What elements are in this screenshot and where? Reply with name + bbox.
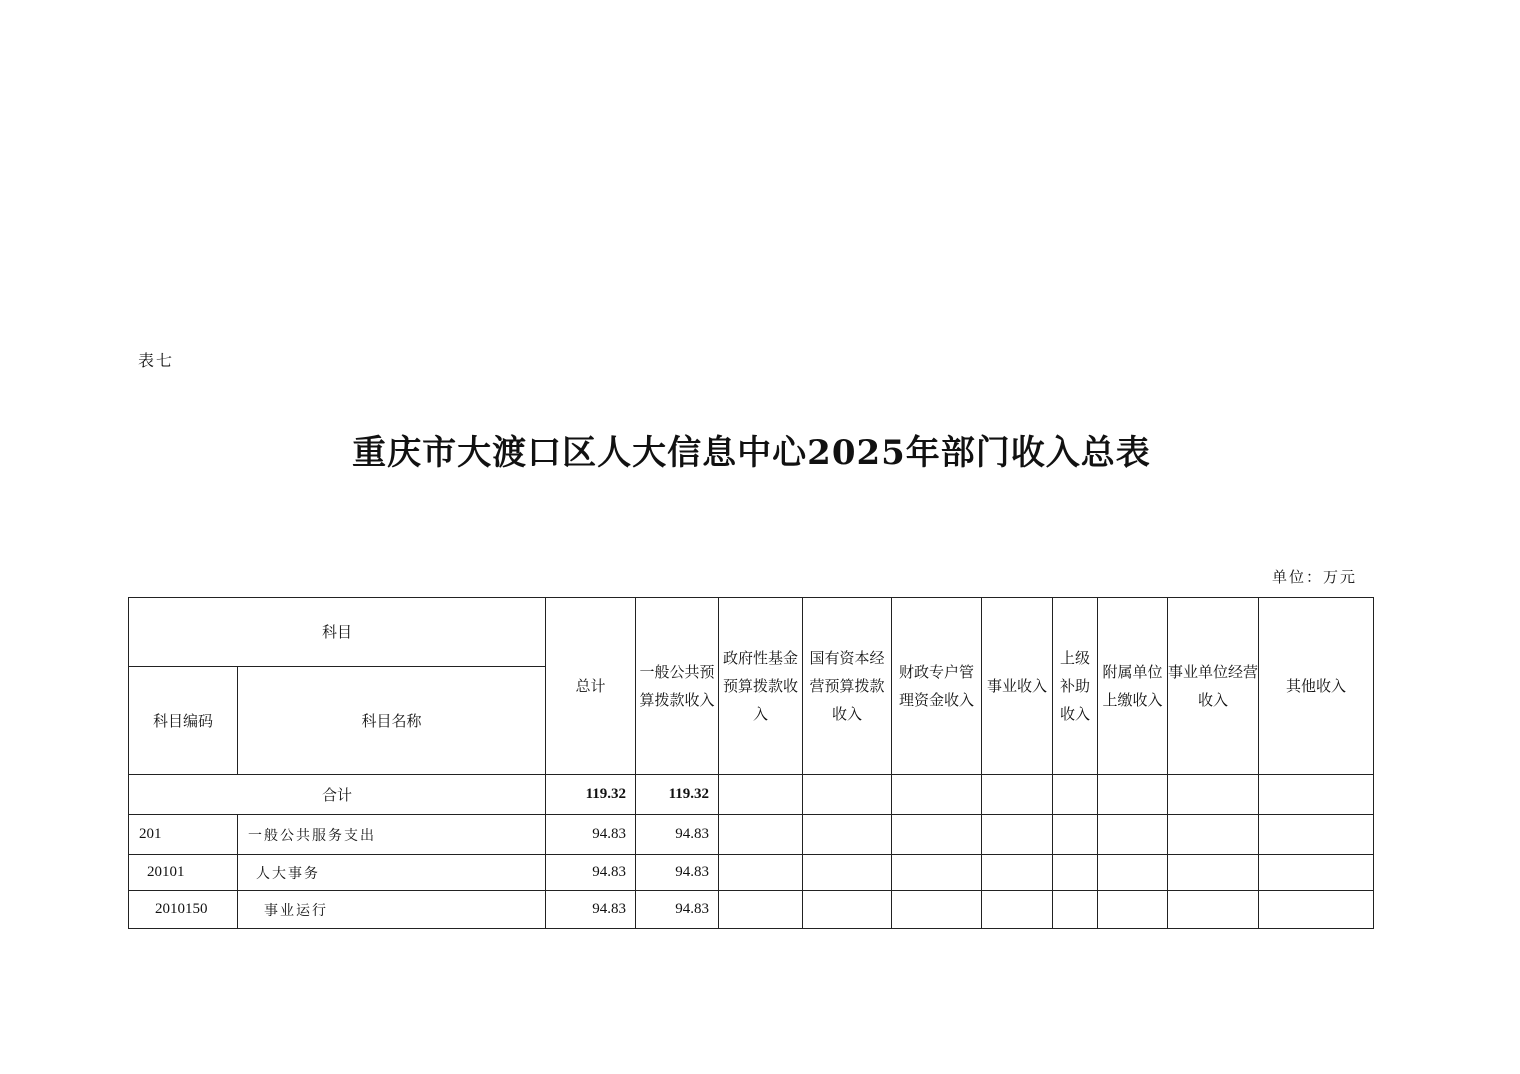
header-total: 总计	[546, 598, 636, 775]
empty-cell	[1053, 815, 1098, 855]
empty-cell	[982, 855, 1053, 891]
total-row	[129, 775, 1374, 815]
empty-cell	[1098, 891, 1168, 929]
table-row	[129, 891, 1374, 929]
empty-cell	[719, 815, 803, 855]
empty-cell	[803, 775, 892, 815]
header-other: 其他收入	[1259, 598, 1374, 775]
general-budget-cell: 94.83	[636, 815, 719, 855]
empty-cell	[892, 775, 982, 815]
page-title: 重庆市大渡口区人大信息中心2025年部门收入总表	[352, 433, 1151, 473]
empty-cell	[1098, 815, 1168, 855]
general-budget-cell: 94.83	[636, 891, 719, 929]
header-superior-subsidy: 上级补助收入	[1053, 598, 1098, 775]
header-business-income: 事业收入	[982, 598, 1053, 775]
subject-code: 20101	[129, 855, 238, 891]
empty-cell	[803, 815, 892, 855]
subject-code: 201	[129, 815, 238, 855]
empty-cell	[1259, 891, 1374, 929]
empty-cell	[892, 815, 982, 855]
empty-cell	[1098, 855, 1168, 891]
empty-cell	[1259, 775, 1374, 815]
header-general-budget: 一般公共预算拨款收入	[636, 598, 719, 775]
total-cell: 119.32	[546, 775, 636, 815]
empty-cell	[1098, 775, 1168, 815]
total-general-budget-cell: 119.32	[636, 775, 719, 815]
subject-name: 一般公共服务支出	[238, 815, 546, 855]
empty-cell	[982, 891, 1053, 929]
empty-cell	[892, 855, 982, 891]
header-gov-fund: 政府性基金预算拨款收入	[719, 598, 803, 775]
empty-cell	[1053, 855, 1098, 891]
empty-cell	[892, 891, 982, 929]
empty-cell	[1053, 775, 1098, 815]
header-affiliated: 附属单位上缴收入	[1098, 598, 1168, 775]
general-budget-cell: 94.83	[636, 855, 719, 891]
empty-cell	[1053, 891, 1098, 929]
table-row	[129, 815, 1374, 855]
empty-cell	[1259, 855, 1374, 891]
empty-cell	[803, 855, 892, 891]
income-summary-table	[128, 597, 1374, 929]
empty-cell	[719, 775, 803, 815]
empty-cell	[1168, 891, 1259, 929]
header-name: 科目名称	[238, 667, 546, 775]
subject-name: 人大事务	[238, 855, 546, 891]
total-label: 合计	[129, 775, 546, 815]
header-state-capital: 国有资本经营预算拨款收入	[803, 598, 892, 775]
table-number: 表七	[138, 351, 175, 370]
header-subject: 科目	[129, 598, 546, 667]
empty-cell	[1168, 775, 1259, 815]
header-special-account: 财政专户管理资金收入	[892, 598, 982, 775]
total-cell: 94.83	[546, 891, 636, 929]
total-cell: 94.83	[546, 855, 636, 891]
subject-code: 2010150	[129, 891, 238, 929]
empty-cell	[719, 891, 803, 929]
table-row	[129, 855, 1374, 891]
empty-cell	[1259, 815, 1374, 855]
empty-cell	[803, 891, 892, 929]
total-cell: 94.83	[546, 815, 636, 855]
empty-cell	[982, 775, 1053, 815]
empty-cell	[719, 855, 803, 891]
header-operating: 事业单位经营收入	[1168, 598, 1259, 775]
empty-cell	[982, 815, 1053, 855]
empty-cell	[1168, 855, 1259, 891]
unit-label: 单位：万元	[1272, 568, 1358, 586]
header-code: 科目编码	[129, 667, 238, 775]
empty-cell	[1168, 815, 1259, 855]
subject-name: 事业运行	[238, 891, 546, 929]
